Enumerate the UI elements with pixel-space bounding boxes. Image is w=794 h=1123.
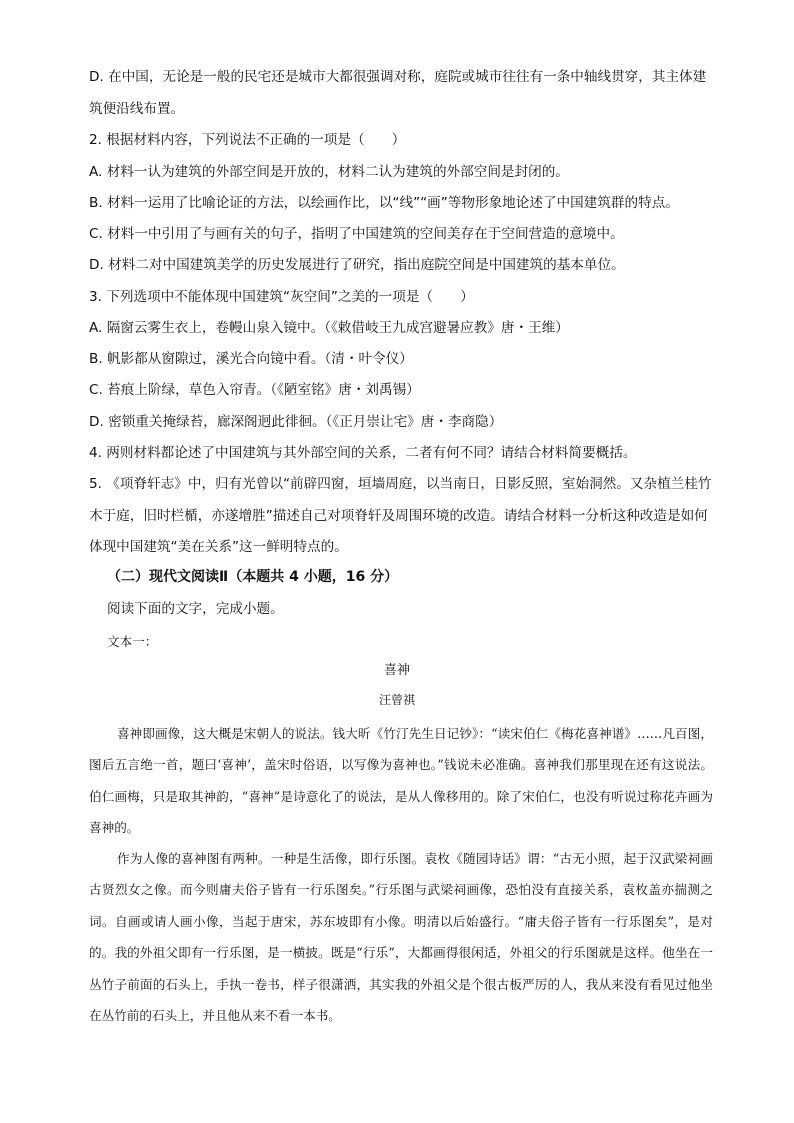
question2-option-d: D. 材料二对中国建筑美学的历史发展进行了研究，指出庭院空间是中国建筑的基本单位。: [89, 257, 625, 273]
question3-option-d: D. 密锁重关掩绿苔，廊深阁迥此徘徊。（《正月崇让宅》唐・李商隐）: [89, 414, 503, 430]
article-paragraph-1: 喜神即画像，这大概是宋朝人的说法。钱大昕《竹汀先生日记钞》：“读宋伯仁《梅花喜神谱》……凡百图，图后五言绝一首，题曰‘喜神’，盖宋时俗语，以写像为喜神也。”钱说未必准确。喜神我们那里现在还有这说法。伯仁画梅，只是取其神韵，“喜神”是诗意化了的说法，是从人像移用的。除了宋伯仁，也没有听说过称花卉画为喜神的。: [89, 726, 713, 836]
question2-option-a: A. 材料一认为建筑的外部空间是开放的，材料二认为建筑的外部空间是封闭的。: [89, 164, 569, 180]
question1-option-d: D. 在中国，无论是一般的民宅还是城市大都很强调对称，庭院或城市往往有一条中轴线贯穿，其主体建筑便沿线布置。: [89, 69, 707, 117]
article-title: 喜神: [383, 663, 410, 678]
question2-option-b: B. 材料一运用了比喻论证的方法，以绘画作比，以“线”“画”等物形象地论述了中国建筑群的特点。: [89, 195, 679, 211]
question3-option-b: B. 帆影都从窗隙过，溪光合向镜中看。（清・叶令仪）: [89, 351, 413, 367]
question2-stem: 2. 根据材料内容，下列说法不正确的一项是（ ）: [89, 132, 406, 148]
question3-option-c: C. 苔痕上阶绿，草色入帘青。（《陋室铭》唐・刘禹锡）: [89, 382, 420, 398]
article-paragraph-2: 作为人像的喜神图有两种。一种是生活像，即行乐图。袁枚《随园诗话》谓：“古无小照，起于汉武梁祠画古贤烈女之像。而今则庸夫俗子皆有一行乐图矣。”行乐图与武梁祠画像，恐怕没有直接关系，袁枚盖亦揣测之词。自画或请人画小像，当起于唐宋，苏东坡即有小像。明清以后始盛行。“庸夫俗子皆有一行乐图矣”，是对的。我的外祖父即有一行乐图，是一横披。既是“行乐”，大都画得很闲适，外祖父的行乐图就是这样。他坐在一丛竹子前面的石头上，手执一卷书，样子很潇洒，其实我的外祖父是个很古板严厉的人，我从来没有看见过他坐在丛竹前的石头上，并且他从来不看一本书。: [89, 851, 713, 1024]
question3-stem: 3. 下列选项中不能体现中国建筑“灰空间”之美的一项是（ ）: [89, 289, 474, 305]
question3-option-a: A. 隔窗云雾生衣上，卷幔山泉入镜中。（《敕借岐王九成宫避暑应教》唐・王维）: [89, 320, 569, 336]
article-author: 汪曾祺: [378, 693, 415, 707]
question2-option-c: C. 材料一中引用了与画有关的句子，指明了中国建筑的空间美存在于空间营造的意境中。: [89, 226, 624, 242]
question5-stem: 5. 《项脊轩志》中，归有光曾以“前辟四窗，垣墙周庭，以当南日，日影反照，室始洞然。又杂植兰桂竹木于庭，旧时栏楯，亦遂增胜”描述自己对项脊轩及周围环境的改造。请结合材料一分析这种改造是如何体现中国建筑“美在关系”这一鲜明特点的。: [89, 476, 712, 555]
section2-heading: （二）现代文阅读Ⅱ（本题共 4 小题，16 分）: [107, 569, 399, 585]
question4-stem: 4. 两则材料都论述了中国建筑与其外部空间的关系，二者有何不同？请结合材料简要概括。: [89, 445, 637, 461]
text1-label: 文本一：: [107, 634, 158, 649]
reading-instruction: 阅读下面的文字，完成小题。: [107, 601, 284, 617]
